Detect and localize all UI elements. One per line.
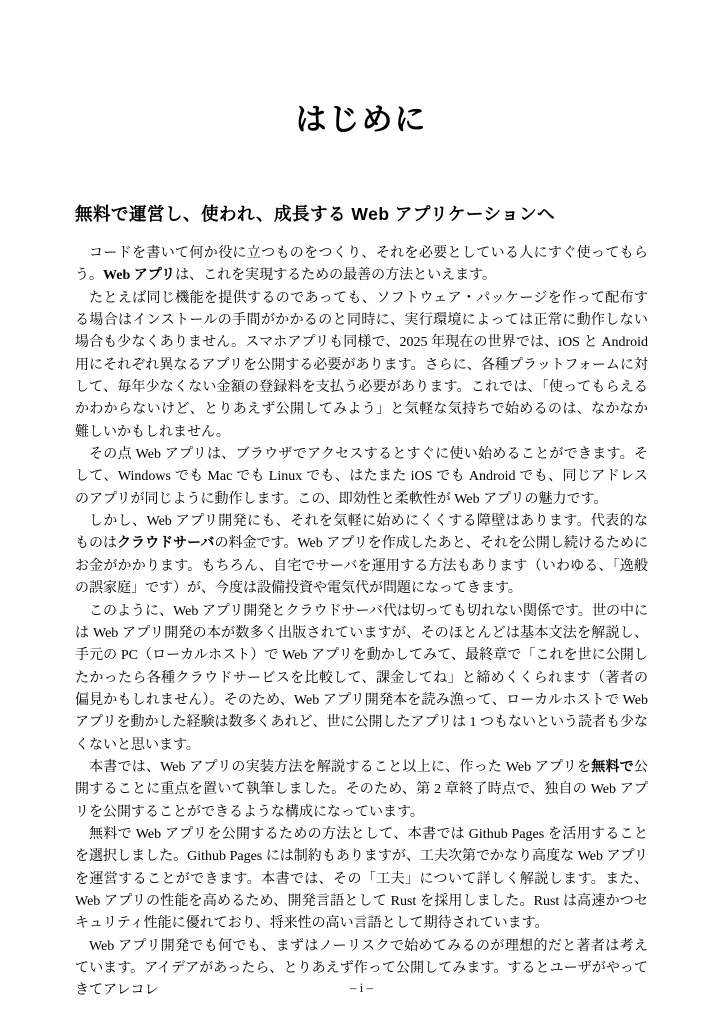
body-text-segment: は、これを実現するための最善の方法といえます。	[175, 268, 497, 284]
body-text-segment: たとえば同じ機能を提供するのであっても、ソフトウェア・パッケージを作って配布する場合はインストールの手間がかかるのと同時に、実行環境によっては正常に動作しない場合も少なくありません。スマホアプリも同様で、2025 年現在の世界では、iOS と Android 用にそれぞれ異なるアプリを公開する必要があります。さらに、各種プラットフォームに対して、毎年少なくない金額の登録料を支払う必要があります。これでは、「使ってもらえるかわからないけど、とりあえず公開してみよう」と気軽な気持ちで始めるのは、なかなか難しいかもしれません。	[75, 290, 648, 440]
body-text-segment: このように、Web アプリ開発とクラウドサーバ代は切っても切れない関係です。世の中には Web アプリ開発の本が数多く出版されていますが、そのほとんどは基本文法を解説し、手元の PC（ローカルホスト）で Web アプリを動かしてみて、最終章で「これを世に公開したかったら各種クラウドサービスを比較して、課金してね」と締めくくられます（著者の偏見かもしれません）。そのため、Web アプリ開発本を読み漁って、ローカルホストで Web アプリを動かした経験は数多くあれど、世に公開したアプリは 1 つもないという読者も少なくないと思います。	[75, 603, 648, 753]
body-text-segment: Web アプリ開発でも何でも、まずはノーリスクで始めてみるのが理想的だと著者は考えています。アイデアがあったら、とりあえず作って公開してみます。するとユーザがやってきてアレコレ	[75, 938, 648, 999]
body-text-segment: コードを書いて何か役に立つものをつくり、それを必要としている人にすぐ使ってもらう。	[75, 246, 648, 284]
body-text-segment: 公開することに重点を置いて執筆しました。そのため、第 2 章終了時点で、独自の Web アプリを公開することができるような構成になっています。	[75, 759, 648, 820]
paragraph	[75, 444, 648, 511]
body-paragraphs	[75, 243, 648, 1003]
emphasized-text: クラウドサーバ	[117, 536, 215, 552]
page-title: はじめに	[295, 102, 428, 137]
body-text-segment: 本書では、Web アプリの実装方法を解説すること以上に、作った Web アプリを	[89, 759, 592, 775]
paragraph	[75, 757, 648, 824]
body-text-segment: 無料で Web アプリを公開するための方法として、本書では Github Pages を活用することを選択しました。Github Pages には制約もありますが、工夫次第でかなり高度な Web アプリを運営することができます。本書では、その「工夫」について詳しく解説します。また、Web アプリの性能を高めるため、開発言語として Rust を採用しました。Rust は高速かつセキュリティ性能に優れており、将来性の高い言語として期待されています。	[75, 826, 648, 932]
emphasized-text: 無料で	[591, 759, 634, 775]
section-heading: 無料で運営し、使われ、成長する Web アプリケーションへ	[75, 204, 556, 224]
paragraph	[75, 511, 648, 600]
paragraph	[75, 824, 648, 936]
emphasized-text: Web アプリ	[103, 268, 176, 284]
body-text-segment: その点 Web アプリは、ブラウザでアクセスするとすぐに使い始めることができます。そして、Windows でも Mac でも Linux でも、はたまた iOS でも Android でも、同じアドレスのアプリが同じように動作します。この、即効性と柔軟性が Web アプリの魅力です。	[75, 447, 648, 507]
body-text-segment: の料金です。Web アプリを作成したあと、それを公開し続けるためにお金がかかります。もちろん、自宅でサーバを運用する方法もあります（いわゆる、「逸般の誤家庭」です）が、今度は設備投資や電気代が問題になってきます。	[75, 536, 648, 597]
page-number: – i –	[349, 980, 374, 995]
paragraph	[75, 243, 648, 288]
paragraph	[75, 601, 648, 757]
body-text-segment: しかし、Web アプリ開発にも、それを気軽に始めにくくする障壁はあります。代表的なものは	[75, 514, 648, 552]
paragraph	[75, 288, 648, 444]
